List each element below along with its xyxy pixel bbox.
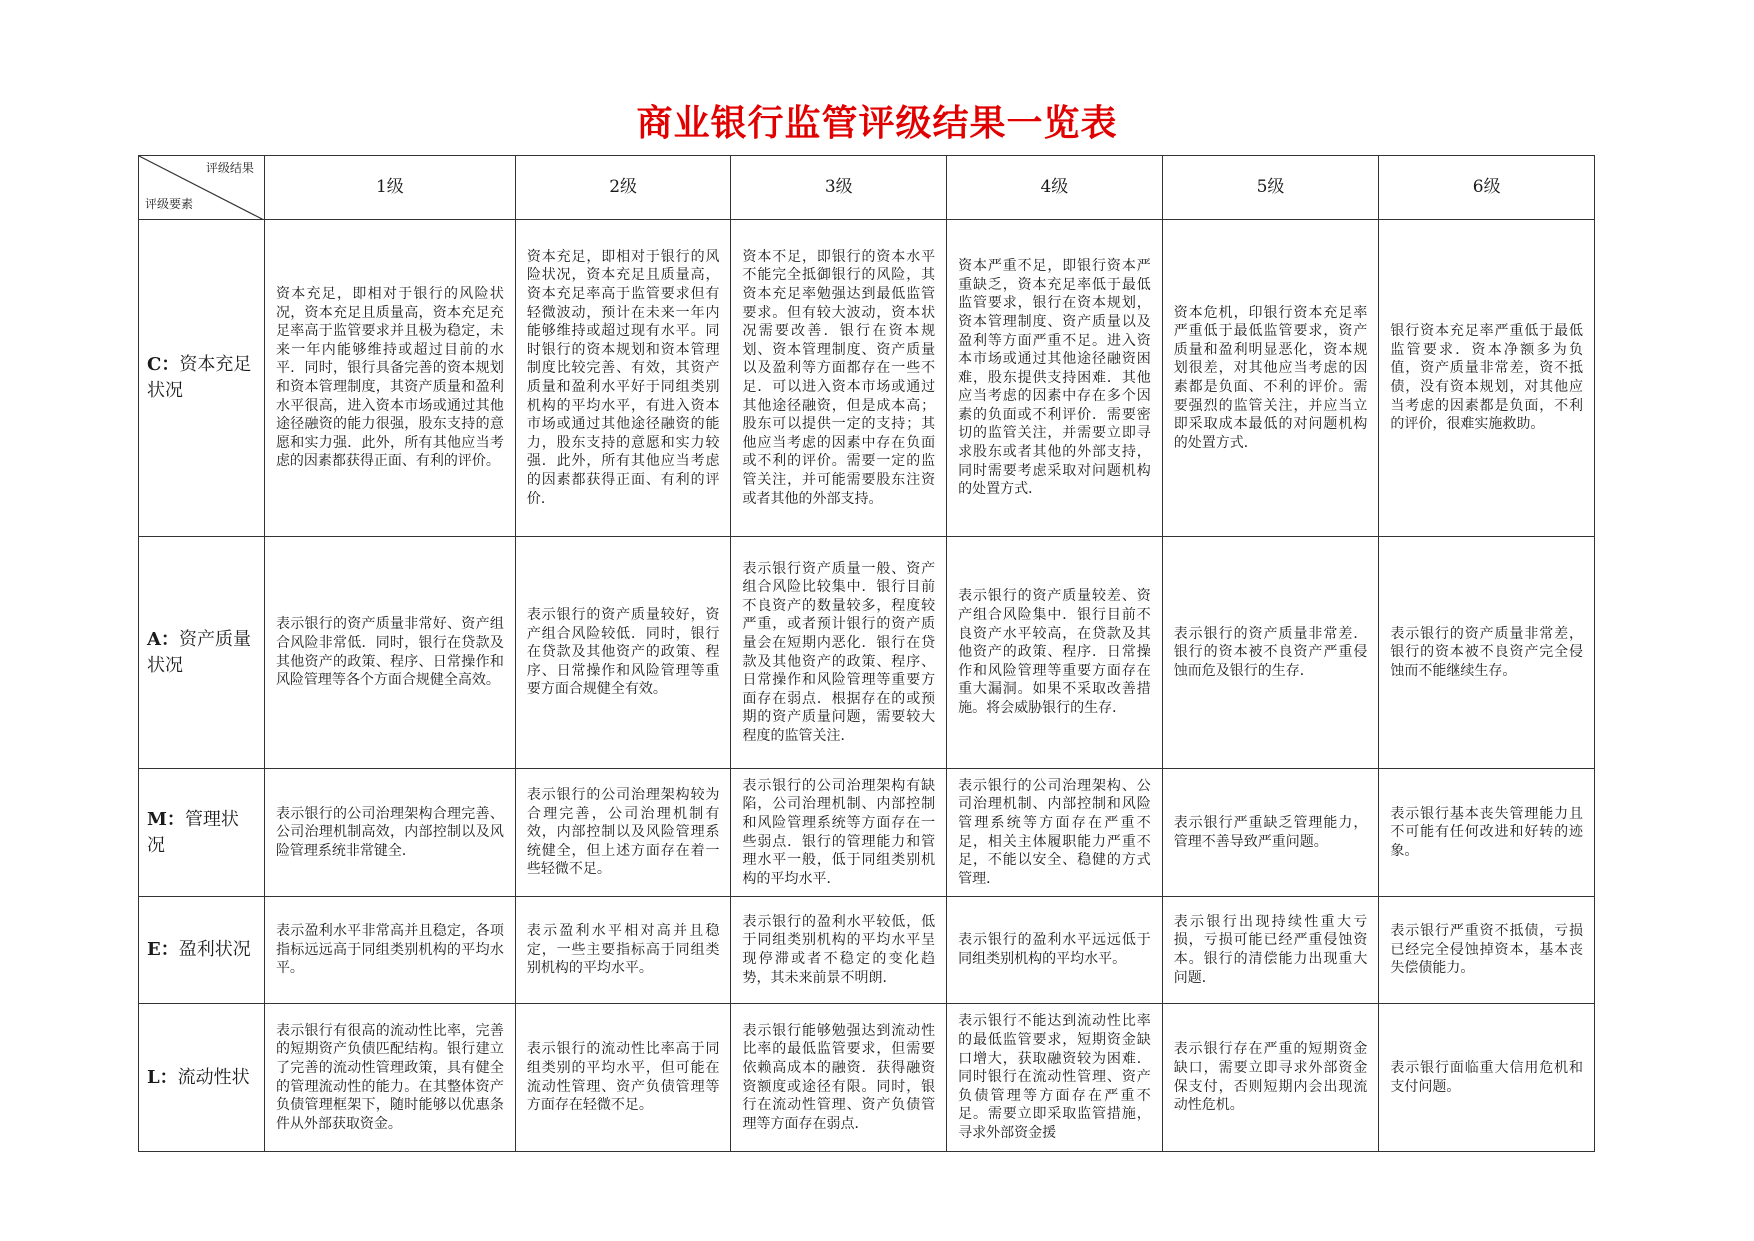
table-cell: 表示银行的资产质量较好，资产组合风险较低．同时，银行在贷款及其他资产的政策、程序、日常操作和风险管理等重要方面合规健全有效。 bbox=[515, 537, 731, 769]
table-row bbox=[139, 537, 1595, 769]
table-cell: 资本危机，印银行资本充足率严重低于最低监管要求，资产质量和盈利明显恶化，资本规划很差，对其他应当考虑的因素都是负面、不利的评价。需要强烈的监管关注，并应当立即采取成本最低的对问题机构的处置方式． bbox=[1162, 220, 1379, 537]
row-label: 资产质量状况 bbox=[147, 628, 251, 676]
table-cell: 表示银行能够勉强达到流动性比率的最低监管要求，但需要依赖高成本的融资．获得融资资额度或途径有限。同时，银行在流动性管理、资产负债管理等方面存在弱点． bbox=[731, 1004, 947, 1152]
row-code: M： bbox=[147, 808, 185, 830]
table-cell: 表示银行的资产质量非常差，银行的资本被不良资产完全侵蚀而不能继续生存。 bbox=[1379, 537, 1595, 769]
level-header: 4级 bbox=[947, 156, 1163, 220]
table-cell: 表示银行有很高的流动性比率，完善的短期资产负债匹配结构。银行建立了完善的流动性管理政策，具有健全的管理流动性的能力。在其整体资产负债管理框架下，随时能够以优惠条件从外部获取资金。 bbox=[264, 1004, 515, 1152]
table-cell: 表示银行不能达到流动性比率的最低监管要求，短期资金缺口增大，获取融资较为困难．同时银行在流动性管理、资产负债管理等方面存在严重不足。需要立即采取监管措施，寻求外部资金援 bbox=[947, 1004, 1163, 1152]
table-cell: 表示银行的公司治理架构、公司治理机制、内部控制和风险管理系统等方面存在严重不足，相关主体履职能力严重不足，不能以安全、稳健的方式管理． bbox=[947, 769, 1163, 897]
header-row bbox=[139, 156, 1595, 220]
table-cell: 表示银行的公司治理架构较为合理完善，公司治理机制有效，内部控制以及风险管理系统健全，但上述方面存在着一些轻微不足。 bbox=[515, 769, 731, 897]
table-cell: 表示银行的资产质量较差、资产组合风险集中．银行目前不良资产水平较高，在贷款及其他资产的政策、程序．日常操作和风险管理等重要方面存在重大漏洞。如果不采取改善措施。将会威胁银行的生存． bbox=[947, 537, 1163, 769]
corner-top-label: 评级结果 bbox=[205, 161, 254, 175]
table-cell: 表示盈利水平非常高并且稳定，各项指标远远高于同组类别机构的平均水平。 bbox=[264, 897, 515, 1004]
table-row bbox=[139, 769, 1595, 897]
row-code: E： bbox=[147, 939, 179, 960]
row-header bbox=[139, 897, 265, 1004]
table-cell: 资本充足，即相对于银行的风险状况，资本充足且质量高，资本充足充足率高于监管要求并且极为稳定，未来一年内能够维持或超过目前的水平．同时，银行具备完善的资本规划和资本管理制度，其资产质量和盈利水平很高，进入资本市场或通过其他途径融资的能力很强，股东支持的意愿和实力强．此外，所有其他应当考虑的因素都获得正面、有利的评价。 bbox=[264, 220, 515, 537]
row-header bbox=[139, 769, 265, 897]
row-code: C： bbox=[147, 354, 180, 375]
row-code: A： bbox=[147, 628, 179, 650]
row-code: L： bbox=[147, 1066, 178, 1088]
table-cell: 资本不足，即银行的资本水平不能完全抵御银行的风险，其资本充足率勉强达到最低监管要求。但有较大波动，资本状况需要改善．银行在资本规划、资本管理制度、资产质量以及盈利等方面都存在一些不足．可以进入资本市场或通过其他途径融资，但是成本高；股东可以提供一定的支持；其他应当考虑的因素中存在负面或不利的评价。需要一定的监管关注，并可能需要股东注资或者其他的外部支持。 bbox=[731, 220, 947, 537]
level-header: 5级 bbox=[1162, 156, 1379, 220]
row-label: 盈利状况 bbox=[178, 939, 251, 960]
row-label: 流动性状 bbox=[177, 1066, 250, 1088]
row-label: 资本充足状况 bbox=[147, 354, 252, 401]
row-label: 管理状况 bbox=[147, 808, 239, 856]
table-cell: 表示银行的流动性比率高于同组类别的平均水平，但可能在流动性管理、资产负债管理等方面存在轻微不足。 bbox=[515, 1004, 731, 1152]
table-cell: 表示银行严重缺乏管理能力，管理不善导致严重问题。 bbox=[1162, 769, 1379, 897]
corner-cell bbox=[139, 156, 265, 220]
row-header bbox=[139, 220, 265, 537]
table-cell: 表示银行的公司治理架构合理完善、公司治理机制高效，内部控制以及风险管理系统非常键全． bbox=[264, 769, 515, 897]
table-cell: 表示银行资产质量一般、资产组合风险比较集中．银行目前不良资产的数量较多，程度较严重，或者预计银行的资产质量会在短期内恶化．银行在贷款及其他资产的政策、程序、日常操作和风险管理等重要方面存在弱点．根据存在的或预期的资产质量问题，需要较大程度的监管关注． bbox=[731, 537, 947, 769]
table-cell: 表示盈利水平相对高并且稳定，一些主要指标高于同组类别机构的平均水平。 bbox=[515, 897, 731, 1004]
table-cell: 资本严重不足，即银行资本严重缺乏，资本充足率低于最低监管要求，银行在资本规划，资本管理制度、资产质量以及盈利等方面严重不足。进入资本市场或通过其他途径融资困难，股东提供支持困难．其他应当考虑的因素中存在多个因素的负面或不利评价．需要密切的监管关注，并需要立即寻求股东或者其他的外部支持，同时需要考虑采取对问题机构的处置方式． bbox=[947, 220, 1163, 537]
table-row bbox=[139, 1004, 1595, 1152]
page-title: 商业银行监管评级结果一览表 bbox=[636, 103, 1118, 144]
table-cell: 表示银行出现持续性重大亏损，亏损可能已经严重侵蚀资本。银行的清偿能力出现重大问题． bbox=[1162, 897, 1379, 1004]
level-header: 2级 bbox=[515, 156, 731, 220]
table-row bbox=[139, 220, 1595, 537]
table-cell: 表示银行面临重大信用危机和支付问题。 bbox=[1379, 1004, 1595, 1152]
table-cell: 表示银行存在严重的短期资金缺口，需要立即寻求外部资金保支付，否则短期内会出现流动性危机。 bbox=[1162, 1004, 1379, 1152]
level-header: 1级 bbox=[264, 156, 515, 220]
level-header: 3级 bbox=[731, 156, 947, 220]
table-cell: 表示银行基本丧失管理能力且不可能有任何改进和好转的迹象。 bbox=[1379, 769, 1595, 897]
table-cell: 表示银行的资产质量非常好、资产组合风险非常低．同时，银行在贷款及其他资产的政策、程序、日常操作和风险管理等各个方面合规健全高效。 bbox=[264, 537, 515, 769]
table-cell: 银行资本充足率严重低于最低监管要求．资本净额多为负值，资产质量非常差，资不抵债，没有资本规划，对其他应当考虑的因素都是负面，不利的评价，很难实施救助。 bbox=[1379, 220, 1595, 537]
table-cell: 表示银行的盈利水平远远低于同组类别机构的平均水平。 bbox=[947, 897, 1163, 1004]
table-cell: 表示银行严重资不抵债，亏损已经完全侵蚀掉资本，基本丧失偿债能力。 bbox=[1379, 897, 1595, 1004]
table-cell: 表示银行的盈利水平较低，低于同组类别机构的平均水平呈现停滞或者不稳定的变化趋势，其未来前景不明朗． bbox=[731, 897, 947, 1004]
level-header: 6级 bbox=[1379, 156, 1595, 220]
table-cell: 表示银行的公司治理架构有缺陷，公司治理机制、内部控制和风险管理系统等方面存在一些弱点．银行的管理能力和管理水平一般，低于同组类别机构的平均水平． bbox=[731, 769, 947, 897]
table-cell: 表示银行的资产质量非常差．银行的资本被不良资产严重侵蚀而危及银行的生存． bbox=[1162, 537, 1379, 769]
rating-table bbox=[138, 155, 1595, 1152]
row-header bbox=[139, 1004, 265, 1152]
table-row bbox=[139, 897, 1595, 1004]
row-header bbox=[139, 537, 265, 769]
corner-bottom-label: 评级要素 bbox=[145, 197, 194, 211]
table-cell: 资本充足，即相对于银行的风险状况，资本充足且质量高，资本充足率高于监管要求但有轻微波动，预计在未来一年内能够维持或超过现有水平。同时银行的资本规划和资本管理制度比较完善、有效，其资产质量和盈利水平好于同组类别机构的平均水平，有进入资本市场或通过其他途径融资的能力，股东支持的意愿和实力较强．此外，所有其他应当考虑的因素都获得正面、有利的评价． bbox=[515, 220, 731, 537]
